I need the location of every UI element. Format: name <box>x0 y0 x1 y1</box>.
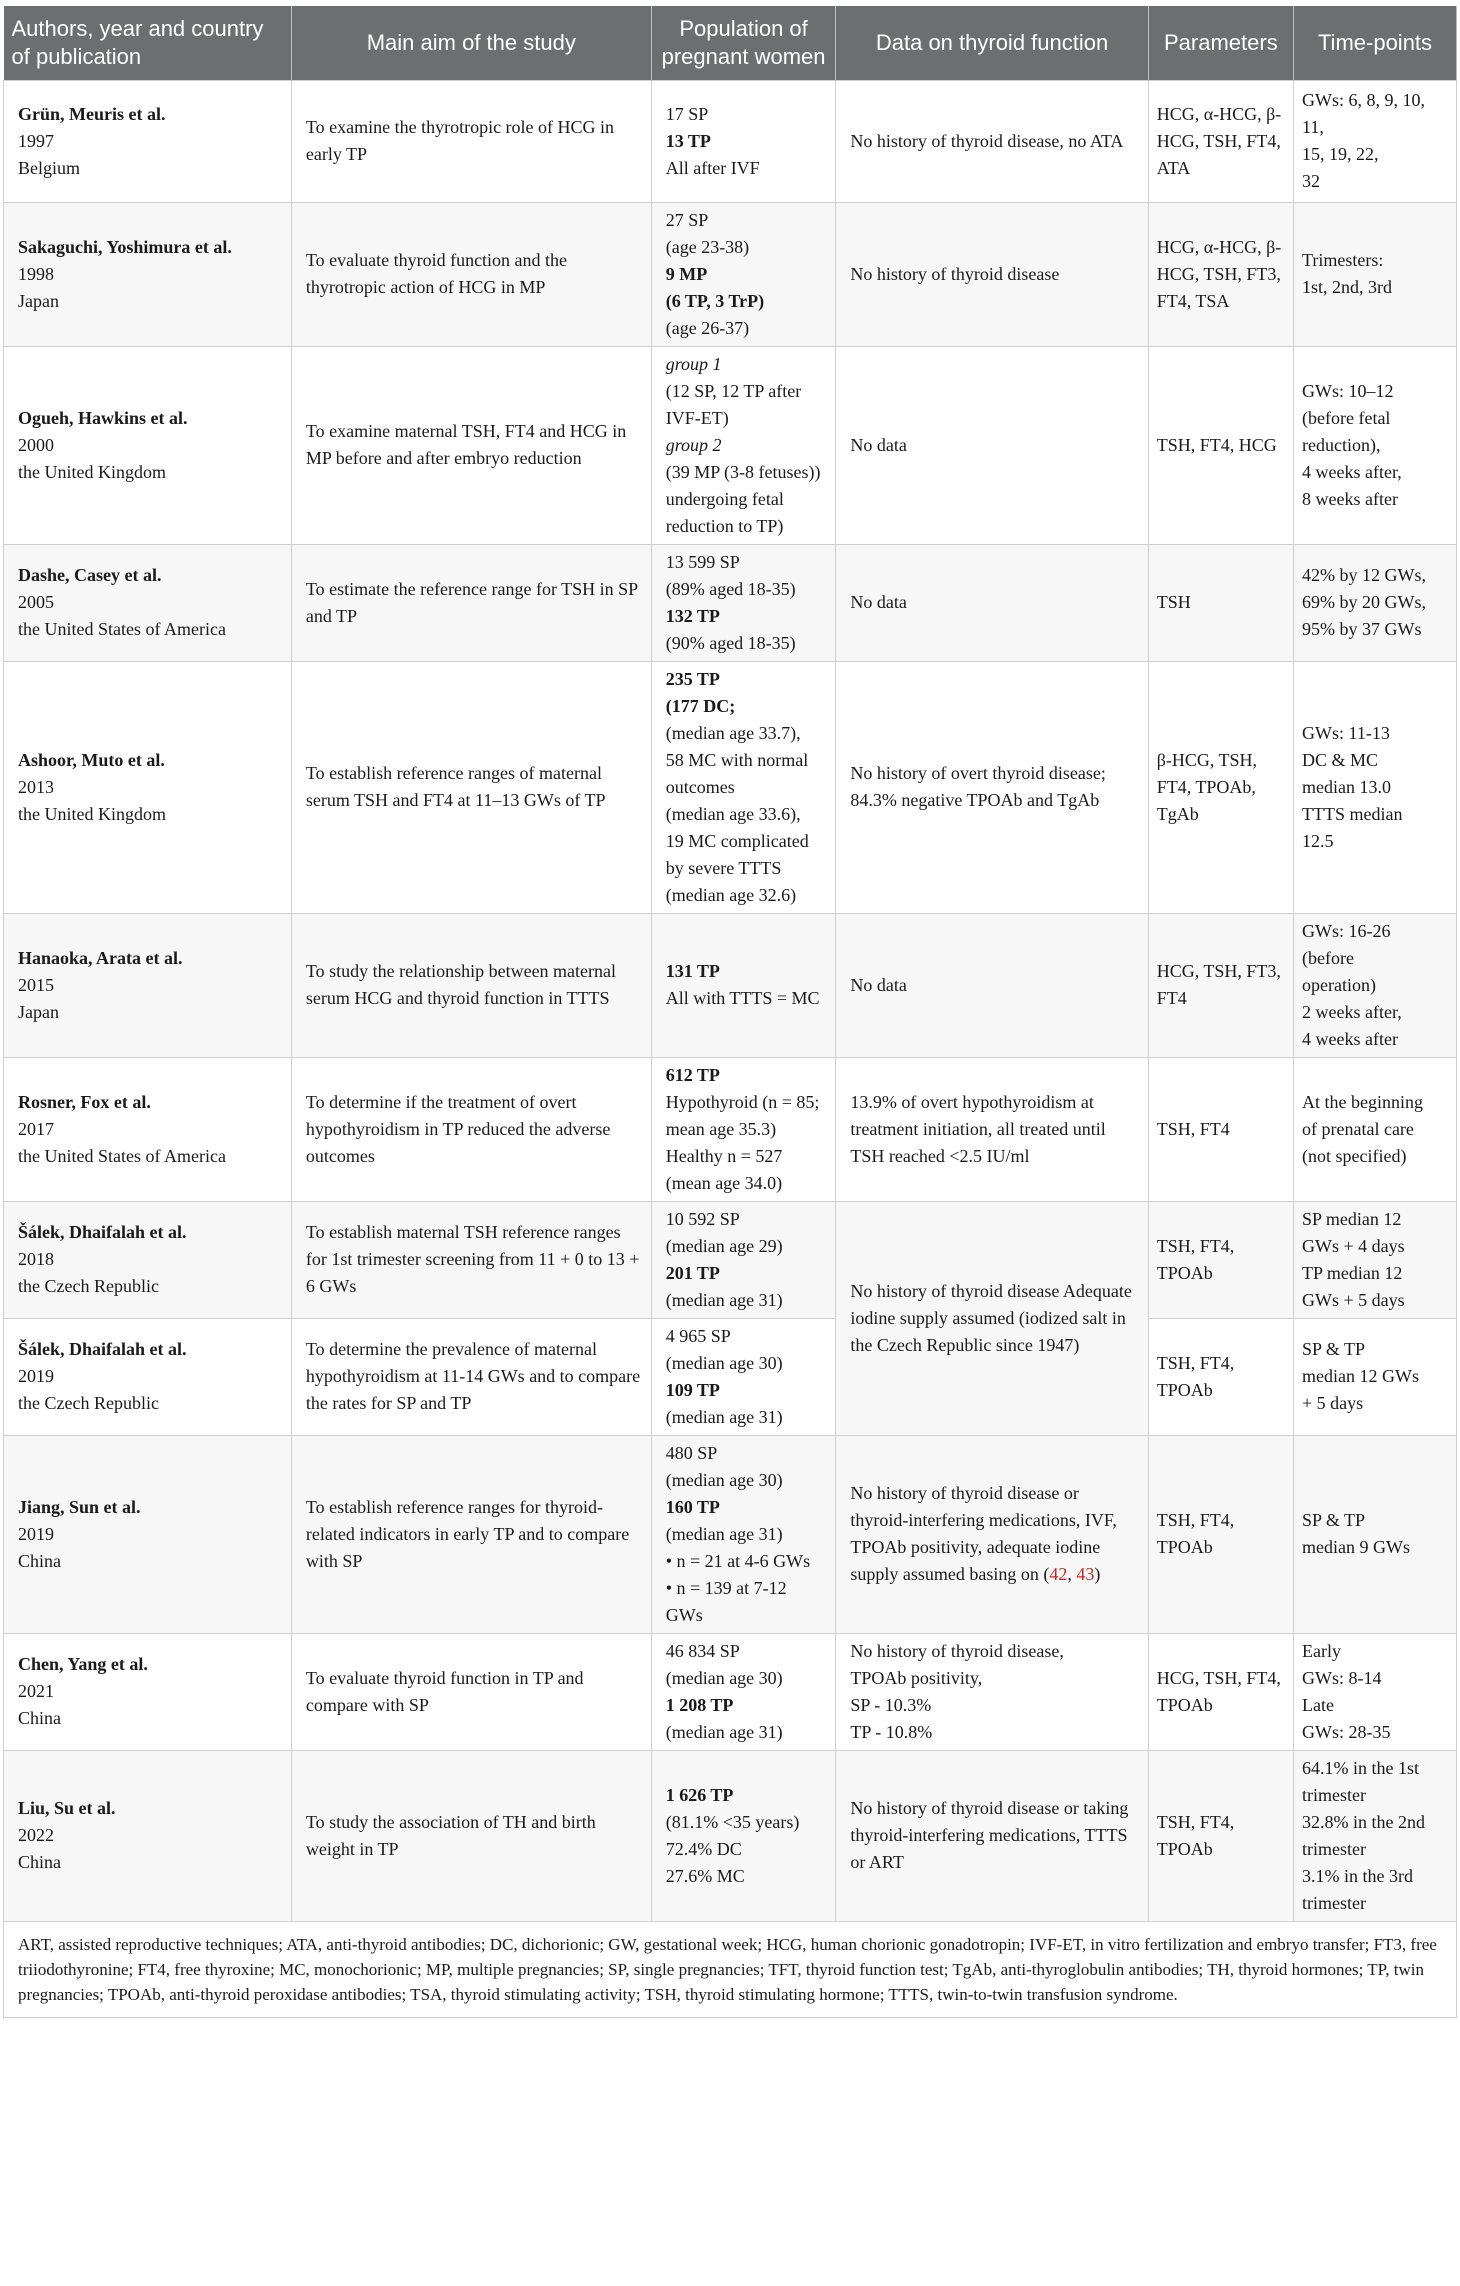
parameters-cell: TSH, FT4, TPOAb <box>1148 1750 1293 1921</box>
parameters-cell: TSH, FT4, TPOAb <box>1148 1318 1293 1435</box>
timepoint-line: TP median 12 <box>1302 1262 1403 1283</box>
ref-paren-close: ) <box>1094 1564 1101 1584</box>
ref-separator: , <box>1067 1564 1077 1584</box>
population-cell <box>651 1750 836 1921</box>
population-line: 46 834 SP <box>665 1640 740 1661</box>
aim-cell: To estimate the reference range for TSH in SP and TP <box>291 544 651 661</box>
population-line: 27 SP <box>665 209 709 230</box>
timepoint-line: 95% by 37 GWs <box>1302 619 1422 639</box>
publication-year: 2000 <box>18 434 54 455</box>
timepoint-line: At the beginning <box>1302 1091 1423 1112</box>
thyroid-cell <box>836 1435 1148 1633</box>
author-names: Grün, Meuris et al. <box>18 103 166 124</box>
aim-cell: To evaluate thyroid function and the thyrotropic action of HCG in MP <box>291 202 651 346</box>
author-names: Sakaguchi, Yoshimura et al. <box>18 236 232 257</box>
timepoint-line: 12.5 <box>1302 830 1334 851</box>
population-line: (median age 30) <box>665 1352 783 1373</box>
studies-table <box>3 6 1457 2018</box>
timepoint-line: Early <box>1302 1640 1341 1661</box>
thyroid-line: TP - 10.8% <box>850 1721 933 1742</box>
table-row <box>4 346 1457 544</box>
thyroid-text: No history of thyroid disease or thyroid-interfering medications, IVF, TPOAb positivity, adequate iodine supply assumed basing on <box>850 1483 1117 1584</box>
timepoint-line: GWs: 11-13 <box>1302 722 1390 743</box>
table-row <box>4 1435 1457 1633</box>
population-line: (median age 30) <box>665 1469 783 1490</box>
table-row <box>4 1750 1457 1921</box>
population-line: 19 MC complicated by severe TTTS <box>665 830 809 878</box>
timepoints-cell <box>1294 1750 1457 1921</box>
authors-cell <box>4 1201 292 1318</box>
timepoint-line: GWs + 4 days <box>1302 1235 1405 1256</box>
authors-cell <box>4 1057 292 1201</box>
timepoint-line: GWs: 28-35 <box>1302 1721 1391 1742</box>
authors-cell <box>4 661 292 913</box>
thyroid-cell: No data <box>836 346 1148 544</box>
timepoint-line: GWs: 8-14 <box>1302 1667 1382 1688</box>
population-line: (median age 30) <box>665 1667 783 1688</box>
population-line: (89% aged 18-35) <box>665 578 796 599</box>
country: Japan <box>18 1001 59 1022</box>
timepoint-line: 2 weeks after, <box>1302 1001 1402 1022</box>
parameters-cell: TSH, FT4 <box>1148 1057 1293 1201</box>
author-names: Ogueh, Hawkins et al. <box>18 407 188 428</box>
aim-cell: To evaluate thyroid function in TP and compare with SP <box>291 1633 651 1750</box>
parameters-cell: TSH, FT4, TPOAb <box>1148 1435 1293 1633</box>
publication-year: 2013 <box>18 776 54 797</box>
timepoint-line: 15, 19, 22, <box>1302 144 1379 164</box>
timepoint-line: 32.8% in the 2nd <box>1302 1811 1425 1832</box>
timepoints-cell <box>1294 1435 1457 1633</box>
col-header-thyroid: Data on thyroid function <box>836 6 1148 80</box>
population-line: (81.1% <35 years) <box>665 1811 800 1832</box>
thyroid-cell: No data <box>836 544 1148 661</box>
thyroid-line: TPOAb positivity, <box>850 1667 983 1688</box>
country: China <box>18 1708 61 1728</box>
population-line: (median age 31) <box>665 1523 783 1544</box>
thyroid-cell: No history of thyroid disease, no ATA <box>836 80 1148 202</box>
reference-link-42[interactable]: 42 <box>1049 1564 1068 1584</box>
population-line: group 1 <box>665 353 722 374</box>
country: the United Kingdom <box>18 803 166 824</box>
timepoint-line: median 9 GWs <box>1302 1537 1410 1557</box>
parameters-cell: TSH <box>1148 544 1293 661</box>
population-line: (median age 33.7), <box>665 722 801 743</box>
timepoint-line: 64.1% in the 1st <box>1302 1757 1419 1778</box>
country: the Czech Republic <box>18 1393 159 1413</box>
timepoint-line: Late <box>1302 1694 1334 1715</box>
author-names: Šálek, Dhaifalah et al. <box>18 1222 187 1242</box>
timepoint-line: SP & TP <box>1302 1510 1366 1530</box>
timepoint-line: GWs: 6, 8, 9, 10, 11, <box>1302 90 1425 137</box>
population-line: (age 23-38) <box>665 236 750 257</box>
authors-cell <box>4 346 292 544</box>
population-line: 72.4% DC <box>665 1838 742 1859</box>
table-row <box>4 1057 1457 1201</box>
thyroid-line: SP - 10.3% <box>850 1694 932 1715</box>
population-cell <box>651 544 836 661</box>
population-line: All with TTTS = MC <box>665 988 820 1008</box>
population-line: 13 TP <box>665 130 711 151</box>
thyroid-cell: No history of thyroid disease or taking thyroid-interfering medications, TTTS or ART <box>836 1750 1148 1921</box>
population-line: 109 TP <box>665 1379 720 1400</box>
timepoints-cell <box>1294 1057 1457 1201</box>
publication-year: 2022 <box>18 1825 54 1845</box>
country: the United States of America <box>18 1145 226 1166</box>
population-line: 27.6% MC <box>665 1865 745 1886</box>
population-line: • n = 139 at 7-12 GWs <box>666 1575 828 1629</box>
timepoint-line: + 5 days <box>1302 1393 1364 1413</box>
parameters-cell: HCG, α-HCG, β-HCG, TSH, FT3, FT4, TSA <box>1148 202 1293 346</box>
publication-year: 1998 <box>18 263 54 284</box>
col-header-parameters: Parameters <box>1148 6 1293 80</box>
authors-cell <box>4 80 292 202</box>
population-line: (90% aged 18-35) <box>665 632 796 653</box>
population-cell <box>651 1318 836 1435</box>
timepoint-line: DC & MC <box>1302 749 1379 770</box>
population-line: 612 TP <box>665 1064 720 1085</box>
timepoints-cell <box>1294 1201 1457 1318</box>
timepoint-line: median 13.0 <box>1302 776 1391 797</box>
population-cell <box>651 346 836 544</box>
country: the Czech Republic <box>18 1276 159 1296</box>
col-header-timepoints: Time-points <box>1294 6 1457 80</box>
parameters-cell: HCG, α-HCG, β-HCG, TSH, FT4, ATA <box>1148 80 1293 202</box>
timepoint-line: 8 weeks after <box>1302 488 1398 509</box>
population-cell <box>651 1057 836 1201</box>
thyroid-cell: 13.9% of overt hypothyroidism at treatment initiation, all treated until TSH reached <2.5 IU/ml <box>836 1057 1148 1201</box>
population-line: (177 DC; <box>665 695 736 716</box>
table-footnote: ART, assisted reproductive techniques; ATA, anti-thyroid antibodies; DC, dichorionic; GW, gestational week; HCG, human chorionic gonadotropin; IVF-ET, in vitro fertilization and embryo transfer; FT3, free triiodothyronine; FT4, free thyroxine; MC, monochorionic; MP, multiple pregnancies; SP, single pregnancies; TFT, thyroid function test; TgAb, anti-thyroglobulin antibodies; TH, thyroid hormones; TP, twin pregnancies; TPOAb, anti-thyroid peroxidase antibodies; TSA, thyroid stimulating activity; TSH, thyroid stimulating hormone; TTTS, twin-to-twin transfusion syndrome. <box>4 1921 1457 2017</box>
timepoint-line: TTTS median <box>1302 803 1403 824</box>
country: China <box>18 1550 61 1571</box>
population-line: (age 26-37) <box>665 317 750 338</box>
table-row <box>4 1201 1457 1318</box>
author-names: Rosner, Fox et al. <box>18 1091 151 1112</box>
publication-year: 2017 <box>18 1118 54 1139</box>
population-line: (median age 31) <box>665 1289 783 1310</box>
population-cell <box>651 913 836 1057</box>
col-header-aim: Main aim of the study <box>291 6 651 80</box>
timepoint-line: GWs: 10–12 <box>1302 380 1394 401</box>
population-line: 235 TP <box>665 668 720 689</box>
population-line: group 2 <box>665 434 722 455</box>
parameters-cell: β-HCG, TSH, FT4, TPOAb, TgAb <box>1148 661 1293 913</box>
ref-paren-open: ( <box>1043 1564 1050 1584</box>
population-line: mean age 35.3) <box>665 1118 777 1139</box>
timepoint-line: trimester <box>1302 1892 1366 1913</box>
aim-cell: To determine the prevalence of maternal hypothyroidism at 11-14 GWs and to compare the rates for SP and TP <box>291 1318 651 1435</box>
timepoints-cell <box>1294 1318 1457 1435</box>
timepoint-line: operation) <box>1302 974 1376 995</box>
timepoints-cell <box>1294 346 1457 544</box>
timepoint-line: 4 weeks after, <box>1302 461 1402 482</box>
aim-cell: To examine the thyrotropic role of HCG in early TP <box>291 80 651 202</box>
author-names: Šálek, Dhaifalah et al. <box>18 1339 187 1359</box>
aim-cell: To study the association of TH and birth weight in TP <box>291 1750 651 1921</box>
table-row <box>4 913 1457 1057</box>
publication-year: 2005 <box>18 592 54 612</box>
publication-year: 2015 <box>18 974 54 995</box>
country: the United Kingdom <box>18 461 166 482</box>
authors-cell <box>4 202 292 346</box>
population-line: • n = 21 at 4-6 GWs <box>666 1548 828 1575</box>
thyroid-cell: No data <box>836 913 1148 1057</box>
population-line: (median age 31) <box>665 1721 783 1742</box>
population-line: 160 TP <box>665 1496 720 1517</box>
aim-cell: To determine if the treatment of overt hypothyroidism in TP reduced the adverse outcomes <box>291 1057 651 1201</box>
timepoint-line: GWs + 5 days <box>1302 1289 1405 1310</box>
timepoint-line: 32 <box>1302 171 1320 191</box>
timepoint-line: reduction), <box>1302 434 1381 455</box>
timepoints-cell <box>1294 1633 1457 1750</box>
thyroid-cell: No history of thyroid disease Adequate iodine supply assumed (iodized salt in the Czech Republic since 1947) <box>836 1201 1148 1435</box>
country: Japan <box>18 290 59 311</box>
author-names: Ashoor, Muto et al. <box>18 749 165 770</box>
population-line: (mean age 34.0) <box>665 1172 783 1193</box>
population-line: 4 965 SP <box>665 1325 731 1346</box>
population-line: (6 TP, 3 TrP) <box>665 290 765 311</box>
country: the United States of America <box>18 619 226 639</box>
footnote-row <box>4 1921 1457 2017</box>
population-line: 10 592 SP <box>665 1208 740 1229</box>
population-line: 17 SP <box>665 103 709 124</box>
author-names: Chen, Yang et al. <box>18 1654 148 1674</box>
population-line: 131 TP <box>665 961 720 981</box>
country: Belgium <box>18 157 80 178</box>
table-row <box>4 1318 1457 1435</box>
col-header-authors: Authors, year and country of publication <box>4 6 292 80</box>
publication-year: 2018 <box>18 1249 54 1269</box>
authors-cell <box>4 1633 292 1750</box>
thyroid-cell: No history of thyroid disease <box>836 202 1148 346</box>
population-line: (12 SP, 12 TP after IVF-ET) <box>665 380 802 428</box>
thyroid-line: No history of thyroid disease, <box>850 1640 1064 1661</box>
author-names: Jiang, Sun et al. <box>18 1496 141 1517</box>
population-cell <box>651 202 836 346</box>
timepoint-line: 4 weeks after <box>1302 1028 1398 1049</box>
population-line: (median age 31) <box>665 1406 783 1427</box>
parameters-cell: HCG, TSH, FT3, FT4 <box>1148 913 1293 1057</box>
timepoint-line: 1st, 2nd, 3rd <box>1302 277 1392 297</box>
author-names: Dashe, Casey et al. <box>18 565 162 585</box>
timepoint-line: median 12 GWs <box>1302 1366 1419 1386</box>
table-row <box>4 80 1457 202</box>
timepoint-line: GWs: 16-26 <box>1302 920 1391 941</box>
population-line: 1 208 TP <box>665 1694 734 1715</box>
table-row <box>4 1633 1457 1750</box>
population-line: 480 SP <box>665 1442 718 1463</box>
population-line: (39 MP (3-8 fetuses)) undergoing fetal reduction to TP) <box>665 461 821 536</box>
author-names: Hanaoka, Arata et al. <box>18 947 183 968</box>
author-names: Liu, Su et al. <box>18 1798 116 1818</box>
timepoint-line: SP & TP <box>1302 1339 1366 1359</box>
population-line: Hypothyroid (n = 85; <box>665 1091 820 1112</box>
timepoint-line: Trimesters: <box>1302 250 1384 270</box>
table-row <box>4 661 1457 913</box>
thyroid-cell <box>836 1633 1148 1750</box>
col-header-population: Population of pregnant women <box>651 6 836 80</box>
population-line: (median age 33.6), <box>665 803 801 824</box>
aim-cell: To establish maternal TSH reference ranges for 1st trimester screening from 11 + 0 to 13 + 6 GWs <box>291 1201 651 1318</box>
population-cell <box>651 80 836 202</box>
thyroid-cell: No history of overt thyroid disease; 84.3% negative TPOAb and TgAb <box>836 661 1148 913</box>
publication-year: 2019 <box>18 1366 54 1386</box>
population-line: 201 TP <box>665 1262 720 1283</box>
parameters-cell: TSH, FT4, HCG <box>1148 346 1293 544</box>
country: China <box>18 1852 61 1872</box>
population-line: 58 MC with normal outcomes <box>665 749 809 797</box>
population-line: (median age 29) <box>665 1235 783 1256</box>
timepoint-line: SP median 12 <box>1302 1208 1402 1229</box>
reference-link-43[interactable]: 43 <box>1076 1564 1095 1584</box>
timepoint-line: (before fetal <box>1302 407 1391 428</box>
population-line: (median age 32.6) <box>665 884 797 905</box>
table-row <box>4 202 1457 346</box>
table-row <box>4 544 1457 661</box>
authors-cell <box>4 1750 292 1921</box>
timepoints-cell <box>1294 913 1457 1057</box>
aim-cell: To establish reference ranges for thyroid-related indicators in early TP and to compare with SP <box>291 1435 651 1633</box>
population-line: 13 599 SP <box>665 551 740 572</box>
authors-cell <box>4 1318 292 1435</box>
population-line: 132 TP <box>665 605 720 626</box>
header-row <box>4 6 1457 80</box>
timepoints-cell <box>1294 80 1457 202</box>
timepoint-line: 3.1% in the 3rd <box>1302 1865 1413 1886</box>
timepoint-line: trimester <box>1302 1838 1366 1859</box>
timepoint-line: trimester <box>1302 1784 1366 1805</box>
population-cell <box>651 1435 836 1633</box>
population-line: All after IVF <box>665 157 760 178</box>
population-line: 9 MP <box>665 263 708 284</box>
population-cell <box>651 1633 836 1750</box>
parameters-cell: HCG, TSH, FT4, TPOAb <box>1148 1633 1293 1750</box>
authors-cell <box>4 913 292 1057</box>
authors-cell <box>4 1435 292 1633</box>
timepoints-cell <box>1294 202 1457 346</box>
population-cell <box>651 1201 836 1318</box>
publication-year: 2021 <box>18 1681 54 1701</box>
timepoints-cell <box>1294 544 1457 661</box>
timepoint-line: 42% by 12 GWs, <box>1302 565 1426 585</box>
authors-cell <box>4 544 292 661</box>
publication-year: 1997 <box>18 130 54 151</box>
timepoint-line: of prenatal care <box>1302 1118 1414 1139</box>
aim-cell: To study the relationship between maternal serum HCG and thyroid function in TTTS <box>291 913 651 1057</box>
timepoint-line: 69% by 20 GWs, <box>1302 592 1426 612</box>
timepoint-line: (not specified) <box>1302 1145 1407 1166</box>
population-line: 1 626 TP <box>665 1784 734 1805</box>
timepoints-cell <box>1294 661 1457 913</box>
aim-cell: To examine maternal TSH, FT4 and HCG in MP before and after embryo reduction <box>291 346 651 544</box>
aim-cell: To establish reference ranges of maternal serum TSH and FT4 at 11–13 GWs of TP <box>291 661 651 913</box>
timepoint-line: (before <box>1302 947 1354 968</box>
population-line: Healthy n = 527 <box>665 1145 783 1166</box>
publication-year: 2019 <box>18 1523 54 1544</box>
population-cell <box>651 661 836 913</box>
parameters-cell: TSH, FT4, TPOAb <box>1148 1201 1293 1318</box>
